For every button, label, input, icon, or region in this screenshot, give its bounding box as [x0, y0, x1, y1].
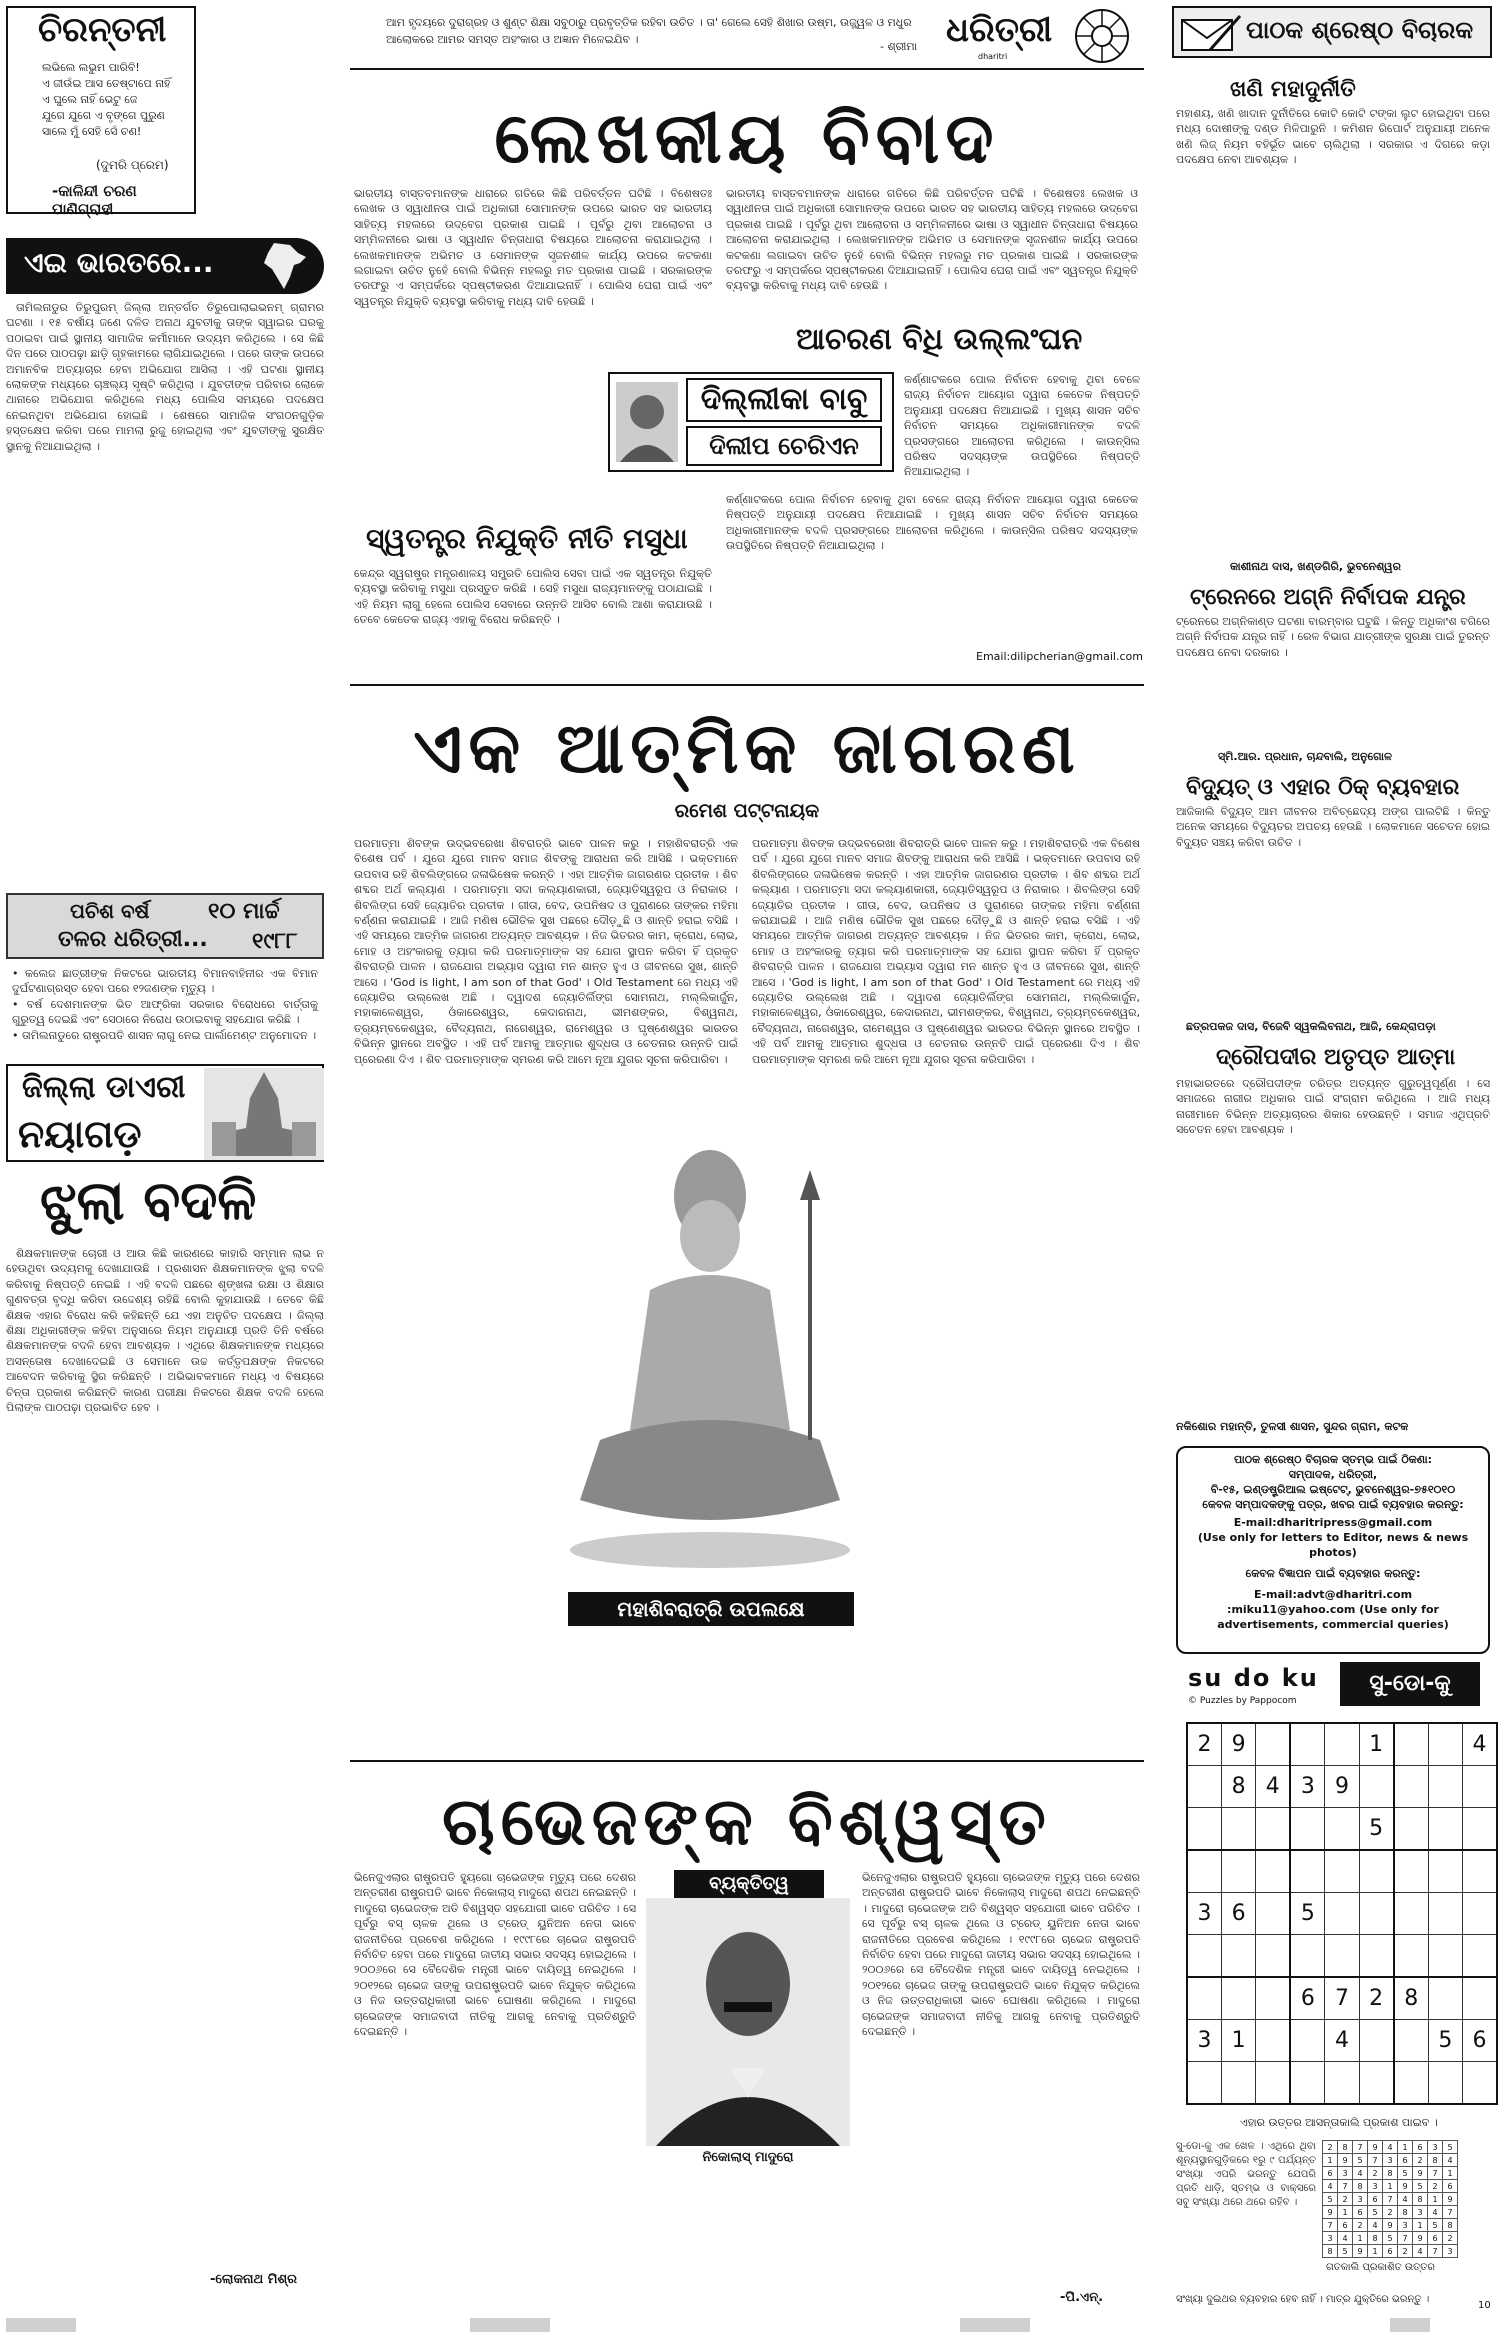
- sudoku-cell[interactable]: [1290, 1935, 1325, 1978]
- list-item: • କଲେଜ ଛାତ୍ରୀଙ୍କ ନିକଟରେ ଭାରତୀୟ ବିମାନବାହିନୀର ଏକ ବିମାନ ଦୁର୍ଘଟଣାଗ୍ରସ୍ତ ହେବା ପରେ ୧୨ଜଣଙ୍କ ମୃତ୍ୟୁ ।: [12, 967, 318, 996]
- list-item: • ତାମିଲନାଡୁରେ ରାଷ୍ଟ୍ରପତି ଶାସନ ଲାଗୁ ନେଇ ପାର୍ଲାମେଣ୍ଟ ଅନୁମୋଦନ ।: [12, 1028, 317, 1042]
- sudoku-cell[interactable]: [1462, 2062, 1497, 2105]
- address-line: ବି-୧୫, ଇଣ୍ଡଷ୍ଟ୍ରିଆଲ ଇଷ୍ଟେଟ୍, ଭୁବନେଶ୍ୱର-୭୫୧୦୧୦: [1210, 1483, 1456, 1496]
- india-banner-label: ଏଇ ଭାରତରେ...: [24, 246, 214, 279]
- prev-answer-cell: 3: [1368, 2180, 1383, 2193]
- years-banner-year: ୧୯୮୮: [252, 929, 298, 954]
- address-box: [1176, 1446, 1490, 1654]
- jhula-author: -ଲୋକନାଥ ମିଶ୍ର: [210, 2272, 298, 2287]
- sudoku-cell[interactable]: [1256, 1977, 1291, 2020]
- poem-source: (ଦୁମରି ପ୍ରେମ): [96, 158, 169, 172]
- page-number: 10: [1478, 2300, 1491, 2311]
- prev-answer-cell: 7: [1428, 2167, 1443, 2180]
- prev-answer-cell: 6: [1383, 2245, 1398, 2258]
- sudoku-cell[interactable]: [1428, 1850, 1462, 1893]
- years-items: [12, 966, 318, 1056]
- prev-answer-cell: 8: [1428, 2154, 1443, 2167]
- prev-answer-cell: 1: [1353, 2232, 1368, 2245]
- poem-line: ଲଭିଲେ ଲଭୁମ ପାରିବି!: [42, 61, 140, 74]
- letter3-text: ଆଜିକାଲି ବିଦ୍ୟୁତ୍ ଆମ ଜୀବନର ଅବିଚ୍ଛେଦ୍ୟ ଅଙ୍ଗ ପାଲଟିଛି । କିନ୍ତୁ ଅନେକ ସମୟରେ ବିଦ୍ୟୁତର ଅପଚୟ ହେଉଛି । ଲୋକମାନେ ସଚେତନ ହୋଇ ବିଦ୍ୟୁତ ସଞ୍ଚୟ କରିବା ଉଚିତ ।: [1176, 805, 1490, 849]
- letter4-title: ଦ୍ରୌପଦୀର ଅତୃପ୍ତ ଆତ୍ମା: [1216, 1044, 1456, 1070]
- article2-text-right: ପରମାତ୍ମା ଶିବଙ୍କ ଉଦ୍ଭବରେଖା ଶିବରାତ୍ରି ଭାବେ ପାଳନ କରୁ । ମହାଶିବରାତ୍ରି ଏକ ବିଶେଷ ପର୍ବ । ଯୁଗେ ଯୁଗେ ମାନବ ସମାଜ ଶିବଙ୍କୁ ଆରାଧନା କରି ଆସିଛି । ଭକ୍ତମାନେ ଉପବାସ ରହି ଶିବଲିଙ୍ଗରେ ଜଳାଭିଷେକ କରନ୍ତି । ଏହା ଆତ୍ମିକ ଜାଗରଣର ପ୍ରତୀକ । ଶିବ ଶବ୍ଦର ଅର୍ଥ କଲ୍ୟାଣ । ପରମାତ୍ମା ସଦା କଲ୍ୟାଣକାରୀ, ଜ୍ୟୋତିସ୍ୱରୂପ ଓ ନିରାକାର । ଶିବଲିଙ୍ଗ ସେହି ଜ୍ୟୋତିର ପ୍ରତୀକ । ଗୀତା, ବେଦ, ଉପନିଷଦ ଓ ପୁରାଣରେ ତାଙ୍କର ମହିମା ବର୍ଣ୍ଣନା କରାଯାଇଛି । ଆଜି ମଣିଷ ଭୌତିକ ସୁଖ ପଛରେ ଦୌଡ଼ୁଛି ଓ ଶାନ୍ତି ହରାଇ ବସିଛି । ଏହି ସମୟରେ ଆତ୍ମିକ ଜାଗରଣ ଅତ୍ୟନ୍ତ ଆବଶ୍ୟକ । ନିଜ ଭିତରର କାମ, କ୍ରୋଧ, ଲୋଭ, ମୋହ ଓ ଅହଂକାରକୁ ତ୍ୟାଗ କରି ପରମାତ୍ମାଙ୍କ ସହ ଯୋଗ ସ୍ଥାପନ କରିବା ହିଁ ପ୍ରକୃତ ଶିବରାତ୍ରି ପାଳନ । ରାଜଯୋଗ ଅଭ୍ୟାସ ଦ୍ୱାରା ମନ ଶାନ୍ତ ହୁଏ ଓ ଜୀବନରେ ସୁଖ, ଶାନ୍ତି ଆସେ । 'God is light, I am son of that God' । Old Testament ରେ ମଧ୍ୟ ଏହି ଜ୍ୟୋତିର ଉଲ୍ଲେଖ ଅଛି । ଦ୍ୱାଦଶ ଜ୍ୟୋତିର୍ଲିଙ୍ଗ ସୋମନାଥ, ମଲ୍ଲିକାର୍ଜୁନ, ମହାକାଳେଶ୍ୱର, ଓଁକାରେଶ୍ୱର, କେଦାରନାଥ, ଭୀମଶଙ୍କର, ବିଶ୍ୱନାଥ, ତ୍ର୍ୟମ୍ବକେଶ୍ୱର, ବୈଦ୍ୟନାଥ, ନାଗେଶ୍ୱର, ରାମେଶ୍ୱର ଓ ଘୃଷ୍ଣେଶ୍ୱର ଭାରତର ବିଭିନ୍ନ ସ୍ଥାନରେ ଅବସ୍ଥିତ । ଏହି ପର୍ବ ଆମକୁ ଆତ୍ମାର ଶୁଦ୍ଧତା ଓ ଚେତନାର ଉନ୍ନତି ପାଇଁ ପ୍ରେରଣା ଦିଏ । ଶିବ ପରମାତ୍ମାଙ୍କ ସ୍ମରଣ କରି ଆମେ ନୂଆ ଯୁଗର ସୂଚନା କରିପାରିବା ।: [752, 837, 1140, 1066]
- shiva-image: [560, 1140, 860, 1578]
- sudoku-cell[interactable]: 5: [1359, 1808, 1394, 1851]
- sudoku-rules: ସୁ-ଡୋ-କୁ ଏକ ଖେଳ । ଏଥିରେ ଥିବା ଶୂନ୍ୟସ୍ଥାନଗୁଡ଼ିକରେ ୧ରୁ ୯ ପର୍ଯ୍ୟନ୍ତ ସଂଖ୍ୟା ଏପରି ଭରନ୍ତୁ ଯେପରି ପ୍ରତି ଧାଡ଼ି, ସ୍ତମ୍ଭ ଓ ବାକ୍ସରେ ସବୁ ସଂଖ୍ୟା ଥରେ ଥରେ ରହିବ ।: [1176, 2141, 1316, 2208]
- sudoku-cell[interactable]: 7: [1325, 1977, 1359, 2020]
- prev-answer-cell: 3: [1413, 2206, 1428, 2219]
- prev-answer-cell: 1: [1338, 2206, 1353, 2219]
- district-banner-top: ଜିଲ୍ଲା ଡାଏରୀ: [22, 1070, 186, 1105]
- prev-answer-cell: 6: [1353, 2206, 1368, 2219]
- prev-answer-cell: 8: [1338, 2141, 1353, 2154]
- footer-band: [1390, 2318, 1430, 2332]
- letter2-author: ସ୍ମି.ଆର. ପ୍ରଧାନ, ଚାନ୍ଦବାଲି, ଅନୁଗୋଳ: [1218, 750, 1392, 763]
- jhula-text: ଶିକ୍ଷକମାନଙ୍କ ଚୋରୀ ଓ ଆଉ କିଛି କାରଣରେ କାହାରି ସମ୍ମାନ ଲାଭ ନ ହେଉଥିବା ଉଦ୍ୟମକୁ ଦେଖାଯାଉଛି । ପ୍ରଶାସନ ଶିକ୍ଷକମାନଙ୍କ ଝୁଲା ବଦଳି କରିବାକୁ ନିଷ୍ପତ୍ତି ନେଇଛି । ଏହି ବଦଳି ପଛରେ ଶୃଙ୍ଖଳା ରକ୍ଷା ଓ ଶିକ୍ଷାର ଗୁଣବତ୍ତା ବୃଦ୍ଧି କରିବା ଉଦ୍ଦେଶ୍ୟ ରହିଛି ବୋଲି କୁହାଯାଉଛି । ତେବେ କିଛି ଶିକ୍ଷକ ଏହାର ବିରୋଧ କରି କହିଛନ୍ତି ଯେ ଏହା ଅନୁଚିତ ପଦକ୍ଷେପ । ଜିଲ୍ଲା ଶିକ୍ଷା ଅଧିକାରୀଙ୍କ କହିବା ଅନୁସାରେ ନିୟମ ଅନୁଯାୟୀ ପ୍ରତି ତିନି ବର୍ଷରେ ଶିକ୍ଷକମାନଙ୍କ ବଦଳି ହେବା ଆବଶ୍ୟକ । ଏଥିରେ ଶିକ୍ଷକମାନଙ୍କ ମଧ୍ୟରେ ଅସନ୍ତୋଷ ଦେଖାଦେଇଛି ଓ ସେମାନେ ଉଚ୍ଚ କର୍ତ୍ତୃପକ୍ଷଙ୍କ ନିକଟରେ ଆବେଦନ କରିବାକୁ ସ୍ଥିର କରିଛନ୍ତି । ଅଭିଭାବକମାନେ ମଧ୍ୟ ଏ ବିଷୟରେ ଚିନ୍ତା ପ୍ରକାଶ କରିଛନ୍ତି କାରଣ ପରୀକ୍ଷା ନିକଟରେ ଶିକ୍ଷକ ବଦଳି ହେଲେ ପିଲାଙ୍କ ପାଠପଢ଼ା ପ୍ରଭାବିତ ହେବ ।: [6, 1247, 324, 1415]
- prev-answer-cell: 3: [1353, 2193, 1368, 2206]
- address-line: କେବଳ ସମ୍ପାଦକଙ୍କୁ ପତ୍ର, ଖବର ପାଇଁ ବ୍ୟବହାର କରନ୍ତୁ:: [1202, 1498, 1464, 1511]
- sudoku-cell[interactable]: [1290, 2020, 1325, 2062]
- prev-answer-cell: 1: [1398, 2141, 1413, 2154]
- email-ads-note: advertisements, commercial queries): [1217, 1618, 1449, 1631]
- footer-band: [470, 2318, 550, 2332]
- poem-line: ଏ ଜୀଉଁଇ ଆସ ତେଷ୍ଟାପେ ନାହିଁ: [42, 77, 171, 90]
- sudoku-cell[interactable]: [1187, 1977, 1222, 2020]
- sudoku-cell[interactable]: [1325, 1850, 1359, 1893]
- columnist-email[interactable]: Email:dilipcherian@gmail.com: [976, 650, 1143, 663]
- india-text: ତାମିଲନାଡୁର ତିରୁପୁରମ୍ ଜିଲ୍ଲା ଅନ୍ତର୍ଗତ ତିରୁପୋଲାଇଭନମ୍ ଗ୍ରାମର ଘଟଣା । ୧୫ ବର୍ଷୀୟ ଜଣେ ଦଳିତ ଅନାଥ ଯୁବତୀକୁ ତାଙ୍କ ସ୍ୱାଇର ଘରକୁ ପଠାଇବା ପାଇଁ ସ୍ଥାନୀୟ ସାମାଜିକ କର୍ମୀମାନେ ଉଦ୍ୟମ କରିଥିଲେ । ସେ କିଛି ଦିନ ପରେ ପାଠପଢ଼ା ଛାଡ଼ି ଗୃହକାମରେ ଲାଗିଯାଇଥିଲେ । ପରେ ତାଙ୍କ ଉପରେ ଅମାନବିକ ଅତ୍ୟାଚାର ହେବା ଅଭିଯୋଗ ଆସିଲା । ଏହି ଘଟଣା ସ୍ଥାନୀୟ ଲୋକଙ୍କ ମଧ୍ୟରେ ଚାଞ୍ଚଲ୍ୟ ସୃଷ୍ଟି କରିଥିଲା । ଯୁବତୀଙ୍କ ପରିବାର ଲୋକେ ଥାନାରେ ଅଭିଯୋଗ କରିଥିଲେ ମଧ୍ୟ ପୋଲିସ ସମୟରେ ପଦକ୍ଷେପ ନେଇନଥିବା ଅଭିଯୋଗ ହୋଇଛି । ଶେଷରେ ସାମାଜିକ ସଂଗଠନଗୁଡ଼ିକ ହସ୍ତକ୍ଷେପ କରିବା ପରେ ମାମଲା ରୁଜୁ ହୋଇଥିଲା ଏବଂ ଯୁବତୀଙ୍କୁ ସୁରକ୍ଷିତ ସ୍ଥାନକୁ ନିଆଯାଇଥିଲା ।: [6, 301, 324, 453]
- sudoku-by: © Puzzles by Pappocom: [1188, 1696, 1297, 1706]
- sudoku-cell[interactable]: [1359, 2020, 1394, 2062]
- prev-answer-cell: 3: [1323, 2232, 1338, 2245]
- prev-answer-label: ଗତକାଲି ପ୍ରକାଶିତ ଉତ୍ତର: [1326, 2262, 1436, 2273]
- prev-answer-cell: 7: [1428, 2245, 1443, 2258]
- prev-answer-cell: 2: [1383, 2206, 1398, 2219]
- sudoku-cell[interactable]: [1222, 1850, 1256, 1893]
- sudoku-cell[interactable]: [1462, 1893, 1497, 1935]
- prev-answer-grid: [1322, 2140, 1458, 2258]
- sudoku-cell[interactable]: [1222, 1935, 1256, 1978]
- delhi-author: ଦିଲୀପ ଚେରିଏନ: [686, 426, 882, 466]
- sudoku-cell[interactable]: [1462, 1977, 1497, 2020]
- prev-answer-cell: 9: [1353, 2245, 1368, 2258]
- prev-answer-cell: 9: [1413, 2167, 1428, 2180]
- sudoku-cell[interactable]: [1325, 1893, 1359, 1935]
- prev-answer-cell: 3: [1383, 2154, 1398, 2167]
- sudoku-cell[interactable]: 5: [1290, 1893, 1325, 1935]
- prev-answer-cell: 5: [1383, 2232, 1398, 2245]
- years-banner: [6, 893, 324, 959]
- prev-answer-cell: 7: [1398, 2232, 1413, 2245]
- sudoku-cell[interactable]: 3: [1187, 1893, 1222, 1935]
- prev-answer-cell: 6: [1443, 2180, 1458, 2193]
- prev-answer-cell: 7: [1383, 2193, 1398, 2206]
- prev-answer-cell: 7: [1443, 2206, 1458, 2219]
- sudoku-cell[interactable]: 4: [1325, 2020, 1359, 2062]
- prev-answer-cell: 4: [1383, 2141, 1398, 2154]
- logo-emblem-icon: [1074, 8, 1130, 64]
- letter2-text: ଟ୍ରେନରେ ଅଗ୍ନିକାଣ୍ଡ ଘଟଣା ବାରମ୍ବାର ଘଟୁଛି । କିନ୍ତୁ ଅଧିକାଂଶ ବଗିରେ ଅଗ୍ନି ନିର୍ବାପକ ଯନ୍ତ୍ର ନାହିଁ । ରେଳ ବିଭାଗ ଯାତ୍ରୀଙ୍କ ସୁରକ୍ଷା ପାଇଁ ତୁରନ୍ତ ପଦକ୍ଷେପ ନେବା ଦରକାର ।: [1176, 615, 1490, 659]
- prev-answer-cell: 3: [1398, 2219, 1413, 2232]
- sudoku-cell[interactable]: [1394, 1850, 1429, 1893]
- prev-answer-cell: 1: [1323, 2154, 1338, 2167]
- letter1-text: ମହାଶୟ, ଖଣି ଖାଦାନ ଦୁର୍ନୀତିରେ କୋଟି କୋଟି ଟଙ୍କା ଲୁଟ ହୋଇଥିବା ପରେ ମଧ୍ୟ ଦୋଷୀଙ୍କୁ ଦଣ୍ଡ ମିଳିପାରୁନି । କମିଶନ ରିପୋର୍ଟ ଅନୁଯାୟୀ ଅନେକ ଖଣି ଲିଜ୍ ନିୟମ ବହିର୍ଭୂତ ଭାବେ ଚାଲିଥିଲା । ସରକାର ଏ ଦିଗରେ କଡ଼ା ପଦକ୍ଷେପ ନେବା ଆବଶ୍ୟକ ।: [1176, 107, 1490, 167]
- poem-box: [6, 6, 196, 218]
- prev-answer-cell: 8: [1398, 2206, 1413, 2219]
- sudoku-cell[interactable]: [1290, 2062, 1325, 2105]
- prev-answer-cell: 6: [1338, 2219, 1353, 2232]
- sudoku-cell[interactable]: 1: [1359, 1723, 1394, 1766]
- prev-answer-cell: 2: [1353, 2219, 1368, 2232]
- sudoku-cell[interactable]: 8: [1222, 1766, 1256, 1808]
- district-banner-bottom: ନୟାଗଡ଼: [18, 1112, 142, 1156]
- prev-answer-cell: 4: [1398, 2193, 1413, 2206]
- prev-answer-cell: 8: [1353, 2180, 1368, 2193]
- article3-author: -ପି.ଏନ୍.: [1060, 2290, 1104, 2305]
- sudoku-cell[interactable]: [1359, 1766, 1394, 1808]
- sudoku-cell[interactable]: 6: [1222, 1893, 1256, 1935]
- prev-answer-cell: 3: [1443, 2245, 1458, 2258]
- sudoku-cell[interactable]: [1290, 1808, 1325, 1851]
- sudoku-cell[interactable]: [1256, 1808, 1291, 1851]
- sudoku-cell[interactable]: [1325, 1935, 1359, 1978]
- prev-answer-cell: 5: [1353, 2154, 1368, 2167]
- prev-answer-cell: 1: [1428, 2193, 1443, 2206]
- maduro-caption: ନିକୋଲାସ୍ ମାଦୁରୋ: [702, 2150, 794, 2165]
- prev-answer-cell: 9: [1368, 2141, 1383, 2154]
- sudoku-cell[interactable]: 9: [1325, 1766, 1359, 1808]
- years-banner-date: ୧୦ ମାର୍ଚ୍ଚ: [208, 899, 280, 924]
- sudoku-cell[interactable]: [1394, 2020, 1429, 2062]
- prev-answer-cell: 5: [1398, 2167, 1413, 2180]
- delhi-label: ଦିଲ୍ଲୀକା ବାବୁ: [686, 378, 882, 422]
- sudoku-cell[interactable]: 3: [1187, 2020, 1222, 2062]
- sudoku-cell[interactable]: [1222, 1977, 1256, 2020]
- prev-answer-cell: 9: [1338, 2154, 1353, 2167]
- article3-title: ଚାଭେଜଙ୍କ ବିଶ୍ୱସ୍ତ: [442, 1782, 1052, 1860]
- prev-answer-cell: 3: [1338, 2167, 1353, 2180]
- email-ads[interactable]: E-mail:advt@dharitri.com: [1253, 1588, 1413, 1601]
- prev-answer-cell: 1: [1443, 2167, 1458, 2180]
- address-title: ପାଠକ ଶ୍ରେଷ୍ଠ ବିଚାରକ ସ୍ତମ୍ଭ ପାଇଁ ଠିକଣା:: [1233, 1453, 1433, 1466]
- sudoku-cell[interactable]: [1428, 1723, 1462, 1766]
- sudoku-cell[interactable]: [1187, 2062, 1222, 2105]
- sudoku-cell[interactable]: [1256, 2020, 1291, 2062]
- jhula-title: ଝୁଲା ବଦଳି: [40, 1168, 257, 1232]
- prev-answer-cell: 1: [1413, 2219, 1428, 2232]
- prev-answer-cell: 7: [1353, 2141, 1368, 2154]
- temple-icon: [204, 1068, 324, 1160]
- article3-text-right: ଭିନେଜୁଏଲାର ରାଷ୍ଟ୍ରପତି ହ୍ୟୁଗୋ ଚାଭେଜଙ୍କ ମୃତ୍ୟୁ ପରେ ଦେଶର ଅନ୍ତରୀଣ ରାଷ୍ଟ୍ରପତି ଭାବେ ନିକୋଲାସ୍ ମାଦୁରୋ ଶପଥ ନେଇଛନ୍ତି । ମାଦୁରୋ ଚାଭେଜଙ୍କ ଅତି ବିଶ୍ୱସ୍ତ ସହଯୋଗୀ ଭାବେ ପରିଚିତ । ସେ ପୂର୍ବରୁ ବସ୍ ଚାଳକ ଥିଲେ ଓ ଟ୍ରେଡ୍ ୟୁନିଅନ ନେତା ଭାବେ ରାଜନୀତିରେ ପ୍ରବେଶ କରିଥିଲେ । ୧୯୯୮ରେ ଚାଭେଜ ରାଷ୍ଟ୍ରପତି ନିର୍ବାଚିତ ହେବା ପରେ ମାଦୁରୋ ଜାତୀୟ ସଭାର ସଦସ୍ୟ ହୋଇଥିଲେ । ୨୦୦୬ରେ ସେ ବୈଦେଶିକ ମନ୍ତ୍ରୀ ଭାବେ ଦାୟିତ୍ୱ ନେଇଥିଲେ । ୨୦୧୨ରେ ଚାଭେଜ ତାଙ୍କୁ ଉପରାଷ୍ଟ୍ରପତି ଭାବେ ନିଯୁକ୍ତ କରିଥିଲେ ଓ ନିଜ ଉତ୍ତରାଧିକାରୀ ଭାବେ ଘୋଷଣା କରିଥିଲେ । ମାଦୁରୋ ଚାଭେଜଙ୍କ ସମାଜବାଦୀ ନୀତିକୁ ଆଗକୁ ନେବାକୁ ପ୍ରତିଶ୍ରୁତି ଦେଇଛନ୍ତି ।: [862, 1871, 1140, 2039]
- list-item: • ବର୍ଷ ଦେଶମାନଙ୍କ ଭିତ ଆଫ୍ରିକା ସରକାର ବିରୋଧରେ ବାର୍ତ୍ତାକୁ ଗୁରୁତ୍ୱ ଦେଇଛି ଏବଂ ସେଠାରେ ନିରୋଧ ଉଠାଇବାକୁ ସହଯୋଗ କରିଛି ।: [12, 997, 318, 1027]
- sudoku-cell[interactable]: 6: [1290, 1977, 1325, 2020]
- prev-answer-cell: 5: [1443, 2141, 1458, 2154]
- prev-answer-cell: 8: [1323, 2245, 1338, 2258]
- poem-line: ଯୁଗେ ଯୁଗେ ଏ ବୃଙ୍ଗେ ପୁରୁଣ: [42, 109, 165, 122]
- sudoku-cell[interactable]: [1428, 1935, 1462, 1978]
- divider: [350, 1760, 1144, 1762]
- prev-answer-cell: 2: [1413, 2154, 1428, 2167]
- prev-answer-cell: 7: [1323, 2219, 1338, 2232]
- article1-title: ଲେଖକୀୟ ବିବାଦ: [494, 96, 1000, 179]
- personality-label: ବ୍ୟକ୍ତିତ୍ୱ: [674, 1870, 824, 1898]
- india-map-icon: [256, 241, 312, 291]
- sudoku-answer-note: ଏହାର ଉତ୍ତର ଆସନ୍ତାକାଲି ପ୍ରକାଶ ପାଇବ ।: [1240, 2116, 1438, 2129]
- article2-title: ଏକ ଆତ୍ମିକ ଜାଗରଣ: [413, 706, 1081, 789]
- sudoku-cell[interactable]: [1462, 1935, 1497, 1978]
- prev-answer-cell: 9: [1443, 2193, 1458, 2206]
- sudoku-cell[interactable]: [1462, 1850, 1497, 1893]
- sudoku-cell[interactable]: 3: [1290, 1766, 1325, 1808]
- article1-text: ଭାରତୀୟ ବାସ୍ତବମାନଙ୍କ ଧାରାରେ ଗତିରେ କିଛି ପରିବର୍ତ୍ତନ ଘଟିଛି । ବିଶେଷତଃ ଲେଖକ ଓ ସ୍ୱାଧୀନତା ପାଇଁ ଅଧିକାରୀ ସୋମାନଙ୍କ ଉପରେ ଭାରତ ସହ ଭାରତୀୟ ସାହିତ୍ୟ ମହଲରେ ଉଦ୍ବେଗ ପ୍ରକାଶ ପାଇଛି । ପୂର୍ବରୁ ଥିବା ଆଲୋଚନା ଓ ସମ୍ମିଳନୀରେ ଭାଷା ଓ ସ୍ୱାଧୀନ ଚିନ୍ତାଧାରା ବିଷୟରେ ଆଲୋଚନା କରାଯାଇଥିଲା । ଲେଖକମାନଙ୍କ ଅଭିମତ ଓ ସେମାନଙ୍କ ସୃଜନଶୀଳ କାର୍ଯ୍ୟ ଉପରେ କଟକଣା ଲଗାଇବା ଉଚିତ ନୁହେଁ ବୋଲି ବିଭିନ୍ନ ମହଲରୁ ମତ ପ୍ରକାଶ ପାଇଛି । ସରକାରଙ୍କ ତରଫରୁ ଏ ସମ୍ପର୍କରେ ସ୍ପଷ୍ଟୀକରଣ ଦିଆଯାଇନାହିଁ । ପୋଲିସ ଘେରା ପାଇଁ ଏବଂ ସ୍ୱତନ୍ତ୍ର ନିଯୁକ୍ତି ବ୍ୟବସ୍ଥା କରିବାକୁ ମଧ୍ୟ ଦାବି ହେଉଛି ।: [354, 187, 712, 308]
- sudoku-cell[interactable]: [1290, 1850, 1325, 1893]
- prev-answer-cell: 5: [1368, 2206, 1383, 2219]
- sudoku-cell[interactable]: [1394, 1808, 1429, 1851]
- address-line: ସମ୍ପାଦକ, ଧରିତ୍ରୀ,: [1288, 1468, 1378, 1481]
- prev-answer-cell: 5: [1323, 2193, 1338, 2206]
- divider: [350, 684, 1144, 686]
- rule-title: ଆଚରଣ ବିଧି ଉଲ୍ଲଂଘନ: [796, 322, 1083, 357]
- sudoku-grid: [1186, 1722, 1498, 2105]
- prev-answer-cell: 2: [1368, 2167, 1383, 2180]
- prev-answer-cell: 6: [1413, 2141, 1428, 2154]
- poem-line: ଏ ଘୁଲେ ନାହିଁ ଭେଟୁ ଜେ: [42, 93, 138, 106]
- sudoku-cell[interactable]: [1462, 1766, 1497, 1808]
- prev-answer-cell: 8: [1443, 2219, 1458, 2232]
- poem-line: ସାଲେ ମୁଁ ସେହି ସେଁ ଚଣ!: [42, 125, 142, 138]
- poem-lines: [42, 60, 170, 140]
- prev-answer-cell: 6: [1428, 2232, 1443, 2245]
- readers-banner: [1172, 6, 1492, 58]
- sudoku-cell[interactable]: 4: [1256, 1766, 1291, 1808]
- prev-answer-cell: 8: [1368, 2232, 1383, 2245]
- sudoku-odia: ସୁ-ଡୋ-କୁ: [1340, 1662, 1480, 1706]
- prev-answer-cell: 5: [1338, 2245, 1353, 2258]
- prev-answer-cell: 4: [1323, 2180, 1338, 2193]
- sudoku-cell[interactable]: [1394, 1766, 1429, 1808]
- prev-answer-cell: 7: [1338, 2180, 1353, 2193]
- footer-band: [6, 2318, 76, 2332]
- sudoku-header: [1184, 1662, 1484, 1716]
- sudoku-cell[interactable]: [1187, 1850, 1222, 1893]
- sudoku-cell[interactable]: [1256, 1723, 1291, 1766]
- envelope-icon: [1180, 14, 1242, 54]
- sudoku-cell[interactable]: [1394, 1723, 1429, 1766]
- masthead: [350, 6, 1144, 70]
- letter3-author: ଛତ୍ରପକଜ ଦାସ, ବିଜେବି ସ୍ୱକଲିବନାଥ, ଆଜି, କେନ୍ଦ୍ରାପଡ଼ା: [1186, 1020, 1436, 1033]
- letter3-title: ବିଦ୍ୟୁତ୍ ଓ ଏହାର ଠିକ୍ ବ୍ୟବହାର: [1186, 774, 1460, 800]
- sudoku-cell[interactable]: [1462, 1808, 1497, 1851]
- prev-answer-cell: 4: [1338, 2232, 1353, 2245]
- sudoku-cell[interactable]: [1394, 1893, 1429, 1935]
- footer-note: ସଂଖ୍ୟା ଦୁଇଥର ବ୍ୟବହାର ହେବ ନାହିଁ । ମାତ୍ର ଯୁକ୍ତିରେ ଭରନ୍ତୁ ।: [1176, 2294, 1430, 2305]
- policy-text: କେନ୍ଦ୍ର ସ୍ୱରାଷ୍ଟ୍ର ମନ୍ତ୍ରଣାଳୟ ସମ୍ପ୍ରତି ପୋଲିସ ସେବା ପାଇଁ ଏକ ସ୍ୱତନ୍ତ୍ର ନିଯୁକ୍ତି ବ୍ୟବସ୍ଥା କରିବାକୁ ମସୁଧା ପ୍ରସ୍ତୁତ କରିଛି । ସେହି ମସୁଧା ରାଜ୍ୟମାନଙ୍କୁ ପଠାଯାଇଛି । ଏହି ନିୟମ ଲାଗୁ ହେଲେ ପୋଲିସ ସେବାରେ ଉନ୍ନତି ଆସିବ ବୋଲି ଆଶା କରାଯାଉଛି । ତେବେ କେତେକ ରାଜ୍ୟ ଏହାକୁ ବିରୋଧ କରିଛନ୍ତି ।: [354, 567, 712, 627]
- readers-banner-label: ପାଠକ ଶ୍ରେଷ୍ଠ ବିଚାରକ: [1246, 16, 1474, 44]
- sudoku-cell[interactable]: [1428, 1808, 1462, 1851]
- prev-answer-cell: 1: [1383, 2180, 1398, 2193]
- letter2-title: ଟ୍ରେନରେ ଅଗ୍ନି ନିର୍ବାପକ ଯନ୍ତ୍ର: [1190, 584, 1466, 610]
- years-banner-line1: ପଚିଶ ବର୍ଷ: [70, 899, 150, 923]
- prev-answer-cell: 2: [1443, 2232, 1458, 2245]
- prev-answer-cell: 5: [1413, 2180, 1428, 2193]
- sudoku-cell[interactable]: [1428, 2062, 1462, 2105]
- sudoku-cell[interactable]: [1428, 1977, 1462, 2020]
- rule-text: କର୍ଣ୍ଣାଟକରେ ପୋଲ ନିର୍ବାଚନ ହେବାକୁ ଥିବା ବେଳେ ରାଜ୍ୟ ନିର୍ବାଚନ ଆୟୋଗ ଦ୍ୱାରା କେତେକ ନିଷ୍ପତ୍ତି ଅନୁଯାୟୀ ପଦକ୍ଷେପ ନିଆଯାଇଛି । ମୁଖ୍ୟ ଶାସନ ସଚିବ ନିର୍ବାଚନ ସମୟରେ ଅଧିକାରୀମାନଙ୍କ ବଦଳି ପ୍ରସଙ୍ଗରେ ଆଲୋଚନା କରିଥିଲେ । କାଉନ୍ସିଲ ପରିଷଦ ସଦସ୍ୟଙ୍କ ଉପସ୍ଥିତିରେ ନିଷ୍ପତ୍ତି ନିଆଯାଇଥିଲା ।: [904, 373, 1140, 479]
- prev-answer-cell: 4: [1413, 2245, 1428, 2258]
- sudoku-cell[interactable]: [1394, 2062, 1429, 2105]
- sudoku-cell[interactable]: [1290, 1723, 1325, 1766]
- email-letters[interactable]: E-mail:dharitripress@gmail.com: [1233, 1516, 1433, 1529]
- author-photo: [616, 382, 678, 462]
- prev-answer-cell: 4: [1353, 2167, 1368, 2180]
- prev-answer-cell: 8: [1413, 2193, 1428, 2206]
- sudoku-cell[interactable]: [1256, 1850, 1291, 1893]
- delhi-box: [608, 372, 894, 472]
- sudoku-cell[interactable]: [1187, 1935, 1222, 1978]
- sudoku-cell[interactable]: [1359, 2062, 1394, 2105]
- prev-answer-cell: 9: [1383, 2219, 1398, 2232]
- sudoku-cell[interactable]: [1428, 1766, 1462, 1808]
- sudoku-cell[interactable]: [1187, 1766, 1222, 1808]
- logo-sub: dharitri: [978, 52, 1008, 61]
- sudoku-cell[interactable]: [1359, 1850, 1394, 1893]
- sudoku-cell[interactable]: [1428, 1893, 1462, 1935]
- prev-answer-cell: 9: [1413, 2232, 1428, 2245]
- sudoku-cell[interactable]: 1: [1222, 2020, 1256, 2062]
- prev-answer-cell: 4: [1368, 2219, 1383, 2232]
- rule-text-col2: କର୍ଣ୍ଣାଟକରେ ପୋଲ ନିର୍ବାଚନ ହେବାକୁ ଥିବା ବେଳେ ରାଜ୍ୟ ନିର୍ବାଚନ ଆୟୋଗ ଦ୍ୱାରା କେତେକ ନିଷ୍ପତ୍ତି ଅନୁଯାୟୀ ପଦକ୍ଷେପ ନିଆଯାଇଛି । ମୁଖ୍ୟ ଶାସନ ସଚିବ ନିର୍ବାଚନ ସମୟରେ ଅଧିକାରୀମାନଙ୍କ ବଦଳି ପ୍ରସଙ୍ଗରେ ଆଲୋଚନା କରିଥିଲେ । କାଉନ୍ସିଲ ପରିଷଦ ସଦସ୍ୟଙ୍କ ଉପସ୍ଥିତିରେ ନିଷ୍ପତ୍ତି ନିଆଯାଇଥିଲା ।: [726, 493, 1138, 553]
- poem-title: ଚିରନ୍ତନୀ: [38, 10, 167, 50]
- sudoku-cell[interactable]: [1394, 1935, 1429, 1978]
- prev-answer-cell: 2: [1323, 2141, 1338, 2154]
- letter4-text: ମହାଭାରତରେ ଦ୍ରୌପଦୀଙ୍କ ଚରିତ୍ର ଅତ୍ୟନ୍ତ ଗୁରୁତ୍ୱପୂର୍ଣ୍ଣ । ସେ ସମାଜରେ ନାରୀର ଅଧିକାର ପାଇଁ ସଂଗ୍ରାମ କରିଥିଲେ । ଆଜି ମଧ୍ୟ ନାରୀମାନେ ବିଭିନ୍ନ ଅତ୍ୟାଚାରର ଶିକାର ହେଉଛନ୍ତି । ସମାଜ ଏଥିପ୍ରତି ସଚେତନ ହେବା ଆବଶ୍ୟକ ।: [1176, 1077, 1490, 1137]
- prev-answer-cell: 9: [1398, 2180, 1413, 2193]
- sudoku-cell[interactable]: [1222, 1808, 1256, 1851]
- prev-answer-cell: 2: [1338, 2193, 1353, 2206]
- sudoku-cell[interactable]: [1187, 1808, 1222, 1851]
- prev-answer-cell: 2: [1398, 2245, 1413, 2258]
- letter1-title: ଖଣି ମହାଦୁର୍ନୀତି: [1230, 76, 1356, 102]
- article1-text-col2: ଭାରତୀୟ ବାସ୍ତବମାନଙ୍କ ଧାରାରେ ଗତିରେ କିଛି ପରିବର୍ତ୍ତନ ଘଟିଛି । ବିଶେଷତଃ ଲେଖକ ଓ ସ୍ୱାଧୀନତା ପାଇଁ ଅଧିକାରୀ ସୋମାନଙ୍କ ଉପରେ ଭାରତ ସହ ଭାରତୀୟ ସାହିତ୍ୟ ମହଲରେ ଉଦ୍ବେଗ ପ୍ରକାଶ ପାଇଛି । ପୂର୍ବରୁ ଥିବା ଆଲୋଚନା ଓ ସମ୍ମିଳନୀରେ ଭାଷା ଓ ସ୍ୱାଧୀନ ଚିନ୍ତାଧାରା ବିଷୟରେ ଆଲୋଚନା କରାଯାଇଥିଲା । ଲେଖକମାନଙ୍କ ଅଭିମତ ଓ ସେମାନଙ୍କ ସୃଜନଶୀଳ କାର୍ଯ୍ୟ ଉପରେ କଟକଣା ଲଗାଇବା ଉଚିତ ନୁହେଁ ବୋଲି ବିଭିନ୍ନ ମହଲରୁ ମତ ପ୍ରକାଶ ପାଇଛି । ସରକାରଙ୍କ ତରଫରୁ ଏ ସମ୍ପର୍କରେ ସ୍ପଷ୍ଟୀକରଣ ଦିଆଯାଇନାହିଁ । ପୋଲିସ ଘେରା ପାଇଁ ଏବଂ ସ୍ୱତନ୍ତ୍ର ନିଯୁକ୍ତି ବ୍ୟବସ୍ଥା କରିବାକୁ ମଧ୍ୟ ଦାବି ହେଉଛି ।: [726, 187, 1138, 293]
- article2-author: ରମେଶ ପଟ୍ଟନାୟକ: [674, 800, 820, 822]
- india-banner: [6, 238, 324, 294]
- prev-answer-cell: 3: [1428, 2141, 1443, 2154]
- district-banner: [6, 1064, 324, 1162]
- article2-text-left: ପରମାତ୍ମା ଶିବଙ୍କ ଉଦ୍ଭବରେଖା ଶିବରାତ୍ରି ଭାବେ ପାଳନ କରୁ । ମହାଶିବରାତ୍ରି ଏକ ବିଶେଷ ପର୍ବ । ଯୁଗେ ଯୁଗେ ମାନବ ସମାଜ ଶିବଙ୍କୁ ଆରାଧନା କରି ଆସିଛି । ଭକ୍ତମାନେ ଉପବାସ ରହି ଶିବଲିଙ୍ଗରେ ଜଳାଭିଷେକ କରନ୍ତି । ଏହା ଆତ୍ମିକ ଜାଗରଣର ପ୍ରତୀକ । ଶିବ ଶବ୍ଦର ଅର୍ଥ କଲ୍ୟାଣ । ପରମାତ୍ମା ସଦା କଲ୍ୟାଣକାରୀ, ଜ୍ୟୋତିସ୍ୱରୂପ ଓ ନିରାକାର । ଶିବଲିଙ୍ଗ ସେହି ଜ୍ୟୋତିର ପ୍ରତୀକ । ଗୀତା, ବେଦ, ଉପନିଷଦ ଓ ପୁରାଣରେ ତାଙ୍କର ମହିମା ବର୍ଣ୍ଣନା କରାଯାଇଛି । ଆଜି ମଣିଷ ଭୌତିକ ସୁଖ ପଛରେ ଦୌଡ଼ୁଛି ଓ ଶାନ୍ତି ହରାଇ ବସିଛି । ଏହି ସମୟରେ ଆତ୍ମିକ ଜାଗରଣ ଅତ୍ୟନ୍ତ ଆବଶ୍ୟକ । ନିଜ ଭିତରର କାମ, କ୍ରୋଧ, ଲୋଭ, ମୋହ ଓ ଅହଂକାରକୁ ତ୍ୟାଗ କରି ପରମାତ୍ମାଙ୍କ ସହ ଯୋଗ ସ୍ଥାପନ କରିବା ହିଁ ପ୍ରକୃତ ଶିବରାତ୍ରି ପାଳନ । ରାଜଯୋଗ ଅଭ୍ୟାସ ଦ୍ୱାରା ମନ ଶାନ୍ତ ହୁଏ ଓ ଜୀବନରେ ସୁଖ, ଶାନ୍ତି ଆସେ । 'God is light, I am son of that God' । Old Testament ରେ ମଧ୍ୟ ଏହି ଜ୍ୟୋତିର ଉଲ୍ଲେଖ ଅଛି । ଦ୍ୱାଦଶ ଜ୍ୟୋତିର୍ଲିଙ୍ଗ ସୋମନାଥ, ମଲ୍ଲିକାର୍ଜୁନ, ମହାକାଳେଶ୍ୱର, ଓଁକାରେଶ୍ୱର, କେଦାରନାଥ, ଭୀମଶଙ୍କର, ବିଶ୍ୱନାଥ, ତ୍ର୍ୟମ୍ବକେଶ୍ୱର, ବୈଦ୍ୟନାଥ, ନାଗେଶ୍ୱର, ରାମେଶ୍ୱର ଓ ଘୃଷ୍ଣେଶ୍ୱର ଭାରତର ବିଭିନ୍ନ ସ୍ଥାନରେ ଅବସ୍ଥିତ । ଏହି ପର୍ବ ଆମକୁ ଆତ୍ମାର ଶୁଦ୍ଧତା ଓ ଚେତନାର ଉନ୍ନତି ପାଇଁ ପ୍ରେରଣା ଦିଏ । ଶିବ ପରମାତ୍ମାଙ୍କ ସ୍ମରଣ କରି ଆମେ ନୂଆ ଯୁଗର ସୂଚନା କରିପାରିବା ।: [354, 837, 738, 1066]
- logo: ଧରିତ୍ରୀ: [946, 10, 1053, 50]
- sudoku-cell[interactable]: [1359, 1893, 1394, 1935]
- prev-answer-cell: 4: [1428, 2206, 1443, 2219]
- sudoku-cell[interactable]: [1325, 1723, 1359, 1766]
- prev-answer-cell: 4: [1443, 2154, 1458, 2167]
- letter4-author: ନକିଶୋର ମହାନ୍ତି, ତୁଳସୀ ଶାସନ, ସୁନ୍ଦର ଗ୍ରାମ, କଟକ: [1176, 1420, 1409, 1433]
- sudoku-cell[interactable]: [1256, 1893, 1291, 1935]
- sudoku-cell[interactable]: [1359, 1935, 1394, 1978]
- prev-answer-cell: 5: [1428, 2219, 1443, 2232]
- prev-answer-cell: 6: [1398, 2154, 1413, 2167]
- prev-answer-cell: 2: [1428, 2180, 1443, 2193]
- sudoku-cell[interactable]: [1256, 2062, 1291, 2105]
- maduro-box: [644, 1870, 852, 2174]
- sudoku-brand: su do ku: [1188, 1664, 1319, 1692]
- masthead-quote-author: - ଶ୍ରୀମା: [880, 40, 918, 53]
- prev-answer-cell: 9: [1323, 2206, 1338, 2219]
- poem-author: -କାଳିନ୍ଦୀ ଚରଣ ପାଣିଗ୍ରାହୀ: [52, 182, 137, 218]
- sudoku-cell[interactable]: [1325, 1808, 1359, 1851]
- email-letters-note: (Use only for letters to Editor, news & news photos): [1197, 1531, 1469, 1559]
- sudoku-cell[interactable]: [1256, 1935, 1291, 1978]
- prev-answer-cell: 6: [1323, 2167, 1338, 2180]
- article3-text-left: ଭିନେଜୁଏଲାର ରାଷ୍ଟ୍ରପତି ହ୍ୟୁଗୋ ଚାଭେଜଙ୍କ ମୃତ୍ୟୁ ପରେ ଦେଶର ଅନ୍ତରୀଣ ରାଷ୍ଟ୍ରପତି ଭାବେ ନିକୋଲାସ୍ ମାଦୁରୋ ଶପଥ ନେଇଛନ୍ତି । ମାଦୁରୋ ଚାଭେଜଙ୍କ ଅତି ବିଶ୍ୱସ୍ତ ସହଯୋଗୀ ଭାବେ ପରିଚିତ । ସେ ପୂର୍ବରୁ ବସ୍ ଚାଳକ ଥିଲେ ଓ ଟ୍ରେଡ୍ ୟୁନିଅନ ନେତା ଭାବେ ରାଜନୀତିରେ ପ୍ରବେଶ କରିଥିଲେ । ୧୯୯୮ରେ ଚାଭେଜ ରାଷ୍ଟ୍ରପତି ନିର୍ବାଚିତ ହେବା ପରେ ମାଦୁରୋ ଜାତୀୟ ସଭାର ସଦସ୍ୟ ହୋଇଥିଲେ । ୨୦୦୬ରେ ସେ ବୈଦେଶିକ ମନ୍ତ୍ରୀ ଭାବେ ଦାୟିତ୍ୱ ନେଇଥିଲେ । ୨୦୧୨ରେ ଚାଭେଜ ତାଙ୍କୁ ଉପରାଷ୍ଟ୍ରପତି ଭାବେ ନିଯୁକ୍ତ କରିଥିଲେ ଓ ନିଜ ଉତ୍ତରାଧିକାରୀ ଭାବେ ଘୋଷଣା କରିଥିଲେ । ମାଦୁରୋ ଚାଭେଜଙ୍କ ସମାଜବାଦୀ ନୀତିକୁ ଆଗକୁ ନେବାକୁ ପ୍ରତିଶ୍ରୁତି ଦେଇଛନ୍ତି ।: [354, 1871, 636, 2039]
- years-banner-line2: ତଳର ଧରିତ୍ରୀ...: [58, 927, 208, 952]
- prev-answer-cell: 6: [1368, 2193, 1383, 2206]
- sudoku-cell[interactable]: 6: [1462, 2020, 1497, 2062]
- shiva-caption: ମହାଶିବରାତ୍ରି ଉପଲକ୍ଷେ: [568, 1592, 854, 1626]
- policy-title: ସ୍ୱତନ୍ତ୍ର ନିଯୁକ୍ତି ନୀତି ମସୁଧା: [366, 522, 688, 555]
- email-ads2[interactable]: :miku11@yahoo.com (Use only for: [1227, 1603, 1439, 1616]
- maduro-photo: [646, 1898, 850, 2146]
- prev-answer-cell: 7: [1368, 2154, 1383, 2167]
- ads-note: କେବଳ ବିଜ୍ଞାପନ ପାଇଁ ବ୍ୟବହାର କରନ୍ତୁ:: [1245, 1567, 1421, 1580]
- sudoku-cell[interactable]: 4: [1462, 1723, 1497, 1766]
- sudoku-cell[interactable]: 8: [1394, 1977, 1429, 2020]
- sudoku-cell[interactable]: 9: [1222, 1723, 1256, 1766]
- sudoku-cell[interactable]: 5: [1428, 2020, 1462, 2062]
- sudoku-cell[interactable]: 2: [1359, 1977, 1394, 2020]
- footer-band: [960, 2318, 1030, 2332]
- sudoku-cell[interactable]: 2: [1187, 1723, 1222, 1766]
- sudoku-cell[interactable]: [1222, 2062, 1256, 2105]
- prev-answer-cell: 8: [1383, 2167, 1398, 2180]
- letter1-author: କାଶୀନାଥ ଦାସ, ଖଣ୍ଡଗିରି, ଭୁବନେଶ୍ୱର: [1230, 560, 1401, 573]
- masthead-quote: ଆମ ହୃଦୟରେ ଦୁରାଗ୍ରହ ଓ ଶୁଣ୍ଟ ଶିକ୍ଷା ସବୁଠାରୁ ପ୍ରବୃତ୍ତିକ ରହିବା ଉଚିତ । ତା' ଗେଲେ ସେହି ଶିଖାର ଉଷ୍ମ, ଉଜ୍ଜ୍ୱଳ ଓ ମଧୁର ଆଲୋକରେ ଆମର ସମସ୍ତ ଅହଂକାର ଓ ଅଜ୍ଞାନ ମିଳେଇଯିବ ।: [386, 16, 912, 46]
- prev-answer-cell: 1: [1368, 2245, 1383, 2258]
- sudoku-cell[interactable]: [1325, 2062, 1359, 2105]
